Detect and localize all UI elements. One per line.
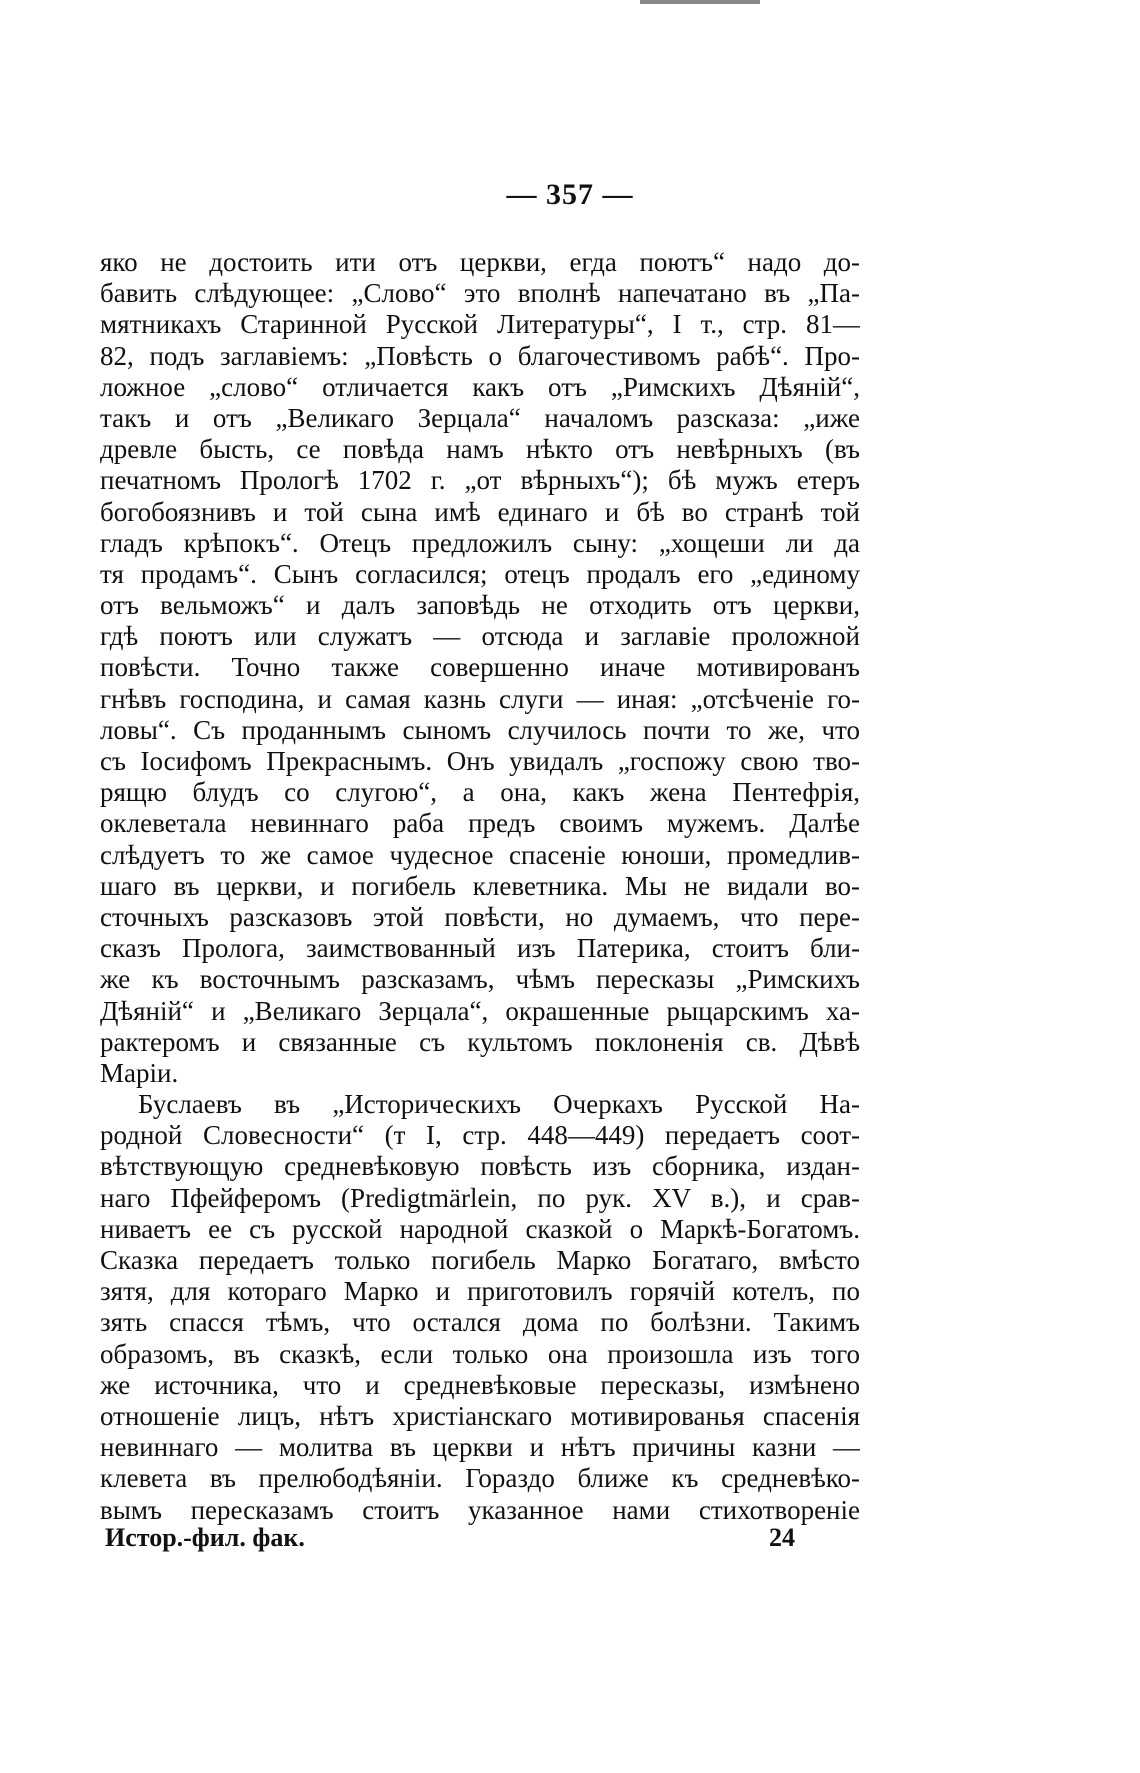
text-line: рактеромъ и связанные съ культомъ поклоненія св. Дѣвѣ [100, 1026, 860, 1057]
footer-sheet-number: 24 [769, 1523, 795, 1552]
text-line: шаго въ церкви, и погибель клеветника. Мы не видали во- [100, 870, 860, 901]
text-line: богобоязнивъ и той сына имѣ единаго и бѣ во странѣ той [100, 496, 860, 527]
text-line: же источника, что и средневѣковые пересказы, измѣнено [100, 1369, 860, 1400]
text-line: 82, подъ заглавіемъ: „Повѣсть о благочестивомъ рабѣ“. Про- [100, 340, 860, 371]
text-line: яко не достоить ити отъ церкви, егда поютъ“ надо до- [100, 247, 860, 277]
text-line: вѣтствующую средневѣковую повѣсть изъ сборника, издан- [100, 1151, 860, 1182]
text-line: отношеніе лицъ, нѣтъ христіанскаго мотивированья спасенія [100, 1400, 860, 1431]
text-line: отъ вельможъ“ и далъ заповѣдь не отходить отъ церкви, [100, 590, 860, 621]
text-line: клевета въ прелюбодѣяніи. Гораздо ближе къ средневѣко- [100, 1463, 860, 1494]
footer-signature: Истор.-фил. фак. [105, 1523, 305, 1552]
text-line: вымъ пересказамъ стоитъ указанное нами стихотвореніе [100, 1494, 860, 1525]
text-line: гладъ крѣпокъ“. Отецъ предложилъ сыну: „хощеши ли да [100, 527, 860, 558]
text-line: Маріи. [100, 1057, 179, 1088]
text-line: печатномъ Прологѣ 1702 г. „от вѣрныхъ“); бѣ мужъ етеръ [100, 465, 860, 496]
text-line: наго Пфейферомъ (Predigtmärlein, по рук. XV в.), и срав- [100, 1182, 860, 1213]
text-line: же къ восточнымъ разсказамъ, чѣмъ пересказы „Римскихъ [100, 964, 860, 995]
text-line: образомъ, въ сказкѣ, если только она произошла изъ того [100, 1338, 860, 1369]
text-line: сточныхъ разсказовъ этой повѣсти, но думаемъ, что пере- [100, 901, 860, 932]
text-line: родной Словесности“ (т I, стр. 448—449) передаетъ соот- [100, 1120, 860, 1151]
text-line: зятя, для котораго Марко и приготовилъ горячій котелъ, по [100, 1276, 860, 1307]
text-line: слѣдуетъ то же самое чудесное спасеніе юноши, промедлив- [100, 839, 860, 870]
text-line: тя продамъ“. Сынъ согласился; отецъ продалъ его „единому [100, 558, 860, 589]
text-line: гнѣвъ господина, и самая казнь слуги — иная: „отсѣченіе го- [100, 683, 860, 714]
text-line: мятникахъ Старинной Русской Литературы“, I т., стр. 81— [100, 309, 860, 340]
body-text [100, 247, 860, 1526]
text-line: повѣсти. Точно также совершенно иначе мотивированъ [100, 652, 860, 683]
text-line: Буслаевъ въ „Историческихъ Очеркахъ Русской На- [138, 1089, 860, 1120]
text-line: Сказка передаетъ только погибель Марко Богатаго, вмѣсто [100, 1245, 860, 1275]
page-number: — 357 — [506, 178, 634, 211]
text-line: древле бысть, се повѣда намъ нѣкто отъ невѣрныхъ (въ [100, 434, 860, 465]
text-line: гдѣ поютъ или служатъ — отсюда и заглавіе проложной [100, 621, 860, 652]
text-line: ложное „слово“ отличается какъ отъ „Римскихъ Дѣяній“, [100, 371, 860, 402]
text-line: съ Іосифомъ Прекраснымъ. Онъ увидалъ „госпожу свою тво- [100, 746, 860, 776]
text-line: невиннаго — молитва въ церкви и нѣтъ причины казни — [100, 1432, 860, 1463]
text-line: бавить слѣдующее: „Слово“ это вполнѣ напечатано въ „Па- [100, 278, 860, 309]
top-edge-mark [640, 0, 760, 4]
text-line: оклеветала невиннаго раба предъ своимъ мужемъ. Далѣе [100, 808, 860, 839]
text-line: рящю блудъ со слугою“, а она, какъ жена Пентефрія, [100, 777, 860, 808]
text-line: сказъ Пролога, заимствованный изъ Патерика, стоитъ бли- [100, 933, 860, 964]
text-line: зять спасся тѣмъ, что остался дома по болѣзни. Такимъ [100, 1307, 860, 1338]
text-line: ловы“. Съ проданнымъ сыномъ случилось почти то же, что [100, 714, 860, 745]
text-line: такъ и отъ „Великаго Зерцала“ началомъ разсказа: „иже [100, 402, 860, 433]
text-line: Дѣяній“ и „Великаго Зерцала“, окрашенные рыцарскимъ ха- [100, 995, 860, 1026]
text-line: ниваетъ ее съ русской народной сказкой о Маркѣ-Богатомъ. [100, 1213, 860, 1244]
